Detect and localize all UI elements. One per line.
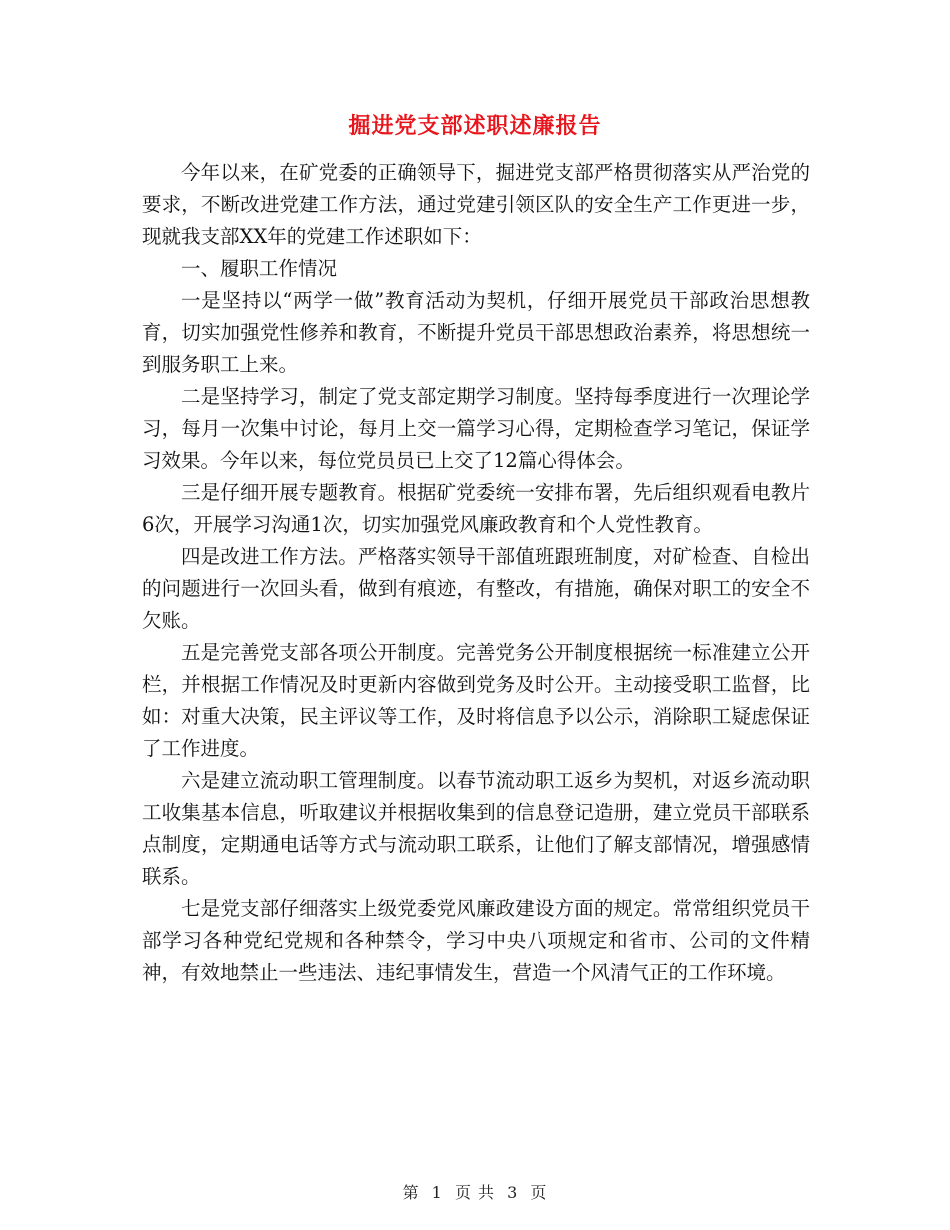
paragraph-1: 一是坚持以“两学一做”教育活动为契机，仔细开展党员干部政治思想教育，切实加强党性修养和教育，不断提升党员干部思想政治素养，将思想统一到服务职工上来。 xyxy=(142,289,810,376)
intro-paragraph: 今年以来，在矿党委的正确领导下，掘进党支部严格贯彻落实从严治党的要求，不断改进党建工作方法，通过党建引领区队的安全生产工作更进一步，现就我支部XX年的党建工作述职如下： xyxy=(142,161,810,248)
page-footer xyxy=(0,1180,950,1203)
paragraph-2: 二是坚持学习，制定了党支部定期学习制度。坚持每季度进行一次理论学习，每月一次集中讨论，每月上交一篇学习心得，定期检查学习笔记，保证学习效果。今年以来，每位党员员已上交了12篇心得体会。 xyxy=(142,385,810,472)
paragraph-5: 五是完善党支部各项公开制度。完善党务公开制度根据统一标准建立公开栏，并根据工作情况及时更新内容做到党务及时公开。主动接受职工监督，比如：对重大决策，民主评议等工作，及时将信息予以公示，消除职工疑虑保证了工作进度。 xyxy=(142,641,810,760)
document-body xyxy=(142,157,810,989)
paragraph-4: 四是改进工作方法。严格落实领导干部值班跟班制度，对矿检查、自检出的问题进行一次回头看，做到有痕迹，有整改，有措施，确保对职工的安全不欠账。 xyxy=(142,545,810,632)
footer-total-pages: 3 xyxy=(507,1183,519,1202)
document-title: 掘进党支部述职述廉报告 xyxy=(348,113,602,139)
section-heading: 一、履职工作情况 xyxy=(181,257,338,280)
paragraph-7: 七是党支部仔细落实上级党委党风廉政建设方面的规定。常常组织党员干部学习各种党纪党规和各种禁令，学习中央八项规定和省市、公司的文件精神，有效地禁止一些违法、违纪事情发生，营造一个风清气正的工作环境。 xyxy=(142,897,810,984)
paragraph-6: 六是建立流动职工管理制度。以春节流动职工返乡为契机，对返乡流动职工收集基本信息，听取建议并根据收集到的信息登记造册，建立党员干部联系点制度，定期通电话等方式与流动职工联系，让他们了解支部情况，增强感情联系。 xyxy=(142,769,810,888)
footer-label-page: 第 xyxy=(402,1183,420,1202)
footer-label-of: 页 共 xyxy=(454,1183,496,1202)
paragraph-3: 三是仔细开展专题教育。根据矿党委统一安排布署，先后组织观看电教片6次，开展学习沟通1次，切实加强党风廉政教育和个人党性教育。 xyxy=(142,481,810,536)
footer-label-suffix: 页 xyxy=(530,1183,548,1202)
footer-page-number: 1 xyxy=(431,1183,443,1202)
